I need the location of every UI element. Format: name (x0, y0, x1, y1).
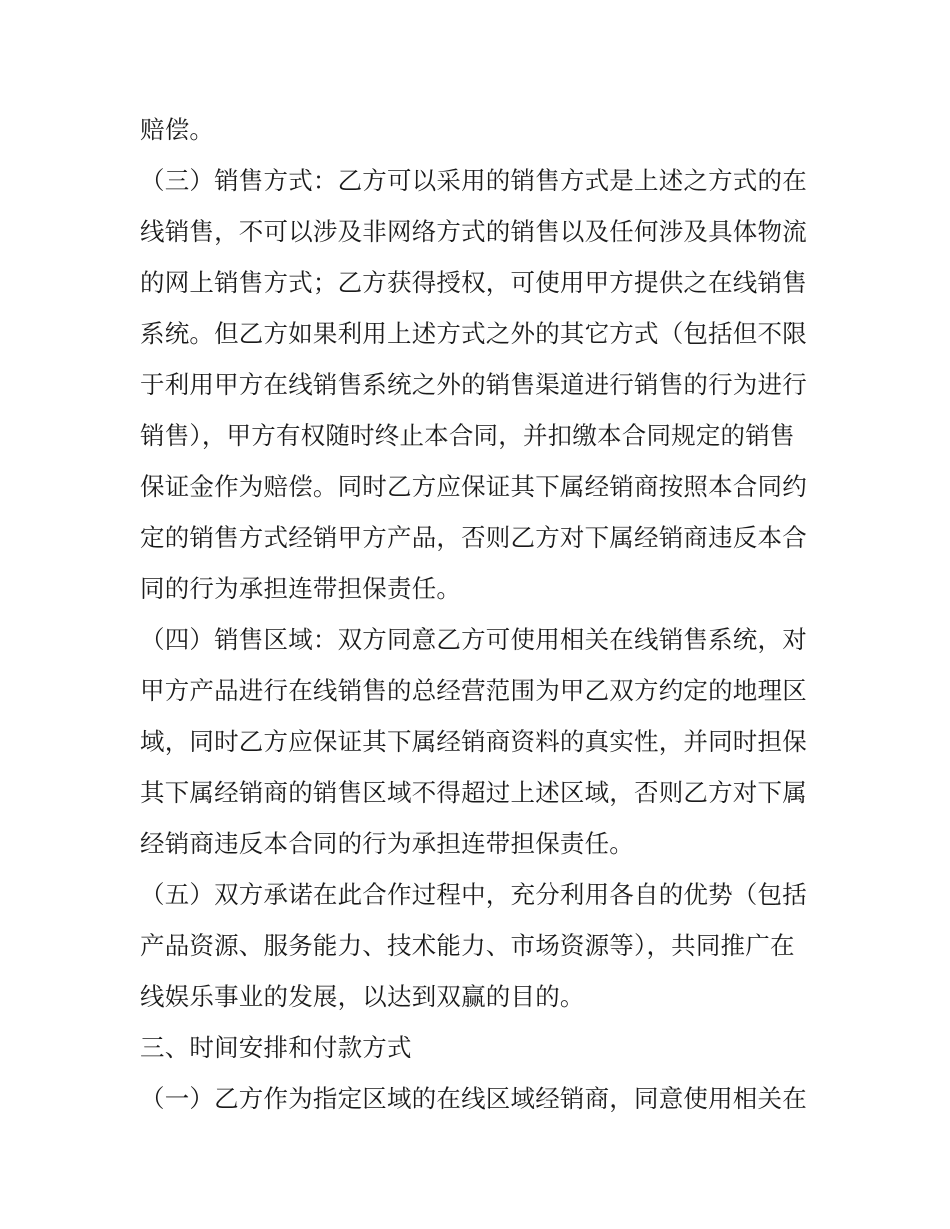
text-line: 域，同时乙方应保证其下属经销商资料的真实性，并同时担保 (140, 727, 807, 756)
text-line: 定的销售方式经销甲方产品，否则乙方对下属经销商违反本合 (140, 523, 807, 552)
text-line: （三）销售方式：乙方可以采用的销售方式是上述之方式的在 (140, 166, 807, 195)
text-line: 同的行为承担连带担保责任。 (140, 574, 462, 603)
section-heading: 三、时间安排和付款方式 (140, 1033, 412, 1062)
text-line: 产品资源、服务能力、技术能力、市场资源等），共同推广在 (140, 931, 795, 960)
text-line: 线娱乐事业的发展，以达到双赢的目的。 (140, 982, 585, 1011)
text-line: （五）双方承诺在此合作过程中，充分利用各自的优势（包括 (140, 880, 807, 909)
text-line: 的网上销售方式；乙方获得授权，可使用甲方提供之在线销售 (140, 268, 807, 297)
text-line: 线销售，不可以涉及非网络方式的销售以及任何涉及具体物流 (140, 217, 807, 246)
contract-text-body (140, 104, 812, 1124)
text-line: 保证金作为赔偿。同时乙方应保证其下属经销商按照本合同约 (140, 472, 807, 501)
text-line: 其下属经销商的销售区域不得超过上述区域，否则乙方对下属 (140, 778, 807, 807)
text-line: 系统。但乙方如果利用上述方式之外的其它方式（包括但不限 (140, 319, 807, 348)
text-line: （一）乙方作为指定区域的在线区域经销商，同意使用相关在 (140, 1084, 807, 1113)
text-line: （四）销售区域：双方同意乙方可使用相关在线销售系统，对 (140, 625, 807, 654)
text-line: 销售），甲方有权随时终止本合同，并扣缴本合同规定的销售 (140, 421, 795, 450)
text-line: 经销商违反本合同的行为承担连带担保责任。 (140, 829, 634, 858)
text-line: 于利用甲方在线销售系统之外的销售渠道进行销售的行为进行 (140, 370, 807, 399)
text-line: 甲方产品进行在线销售的总经营范围为甲乙双方约定的地理区 (140, 676, 807, 705)
text-line: 赔偿。 (140, 115, 215, 144)
